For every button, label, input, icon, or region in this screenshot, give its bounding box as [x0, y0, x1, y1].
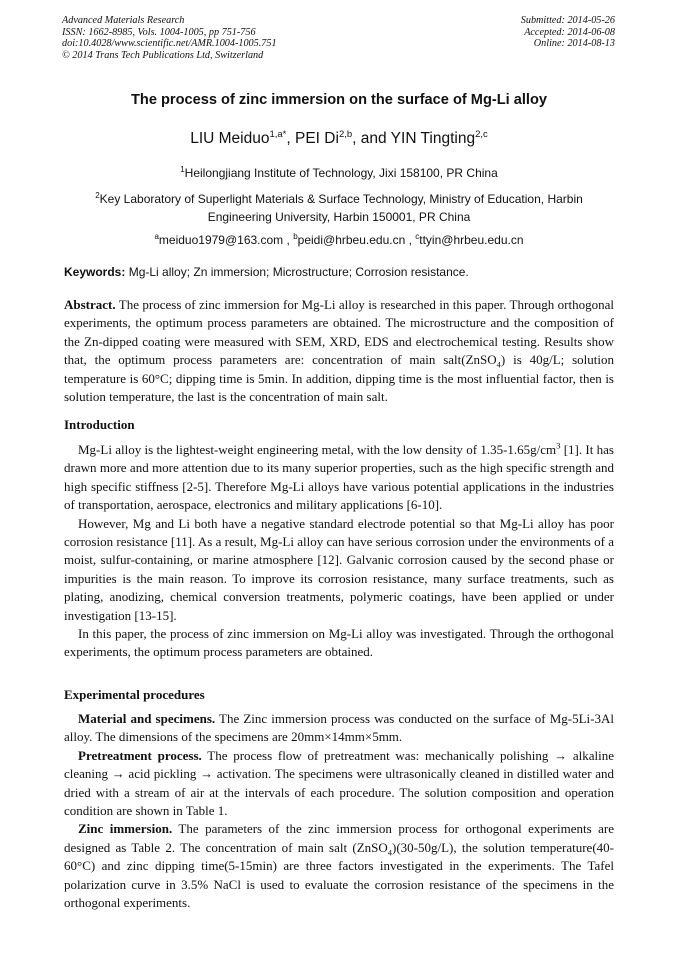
exp-paragraph-zinc	[64, 820, 614, 912]
journal-info	[62, 15, 277, 61]
author-3-affil: 2,c	[475, 128, 488, 140]
author-2: PEI Di	[295, 130, 339, 147]
author-separator: ,	[286, 130, 295, 147]
exp-paragraph-material	[64, 710, 614, 747]
intro-paragraph-1	[64, 441, 614, 515]
author-list	[40, 130, 638, 148]
affil-text: Key Laboratory of Superlight Materials & Surface Technology, Ministry of Education, Harbin	[99, 192, 583, 206]
email-marker: b	[293, 232, 298, 241]
keywords	[64, 265, 614, 279]
exp-text-cont: )(30-50g/L), the solution temperature(40-60°C) and zinc dipping time(5-15min) are three factors investigated in the experiments. The Tafel polarization curve in 3.5% NaCl is used to evaluate the corrosion resistance of the specimens in the orthogonal experiments.	[64, 839, 614, 911]
email-c: ttyin@hrbeu.edu.cn	[419, 233, 524, 247]
abstract	[64, 296, 614, 406]
author-1: LIU Meiduo	[190, 130, 270, 147]
intro-paragraph-3: In this paper, the process of zinc immersion on Mg-Li alloy was investigated. Through the orthogonal experiments, the optimum process parameters are obtained.	[64, 626, 614, 660]
intro-paragraph-2: However, Mg and Li both have a negative standard electrode potential so that Mg-Li alloy has poor corrosion resistance [11]. As a result, Mg-Li alloy can have serious corrosion under the environments of a moist, sulfur-containing, or marine atmosphere [12]. Galvanic corrosion caused by the second phase or impurities is the main reason. To improve its corrosion resistance, many surface treatments, such as plating, anodizing, chemical conversion treatments, polymeric coatings, have been applied or under investigation [13-15].	[64, 515, 614, 623]
submission-dates	[521, 15, 615, 50]
keywords-label: Keywords:	[64, 265, 126, 279]
abstract-text-cont: ) is 40g/L; solution temperature is 60°C; dipping time is 5min. In addition, dipping time is the most influential factor, then is solution temperature, the last is the concentration of main salt.	[64, 352, 614, 405]
email-marker: c	[415, 232, 420, 241]
email-separator: ,	[283, 233, 294, 247]
affil-marker: 1	[180, 165, 185, 174]
accepted-date: Accepted: 2014-06-08	[524, 26, 615, 38]
email-b: peidi@hrbeu.edu.cn	[297, 233, 406, 247]
author-3: YIN Tingting	[390, 130, 476, 147]
subsection-label: Zinc immersion.	[78, 821, 173, 837]
intro-text-cont: [1]. It has drawn more and more attention due to its many superior properties, such as the high specific strength and high specific stiffness [2-5]. Therefore Mg-Li alloys have various potential applications in the industries of transportation, aerospace, electronics and military applications [6-10].	[64, 442, 614, 513]
exp-text: The Zinc immersion process was conducted on the surface of Mg-5Li-3Al alloy. The dimensions of the specimens are 20mm×14mm×5mm.	[64, 711, 614, 745]
affil-marker: 2	[95, 191, 100, 200]
journal-name: Advanced Materials Research	[62, 15, 185, 26]
issn-line: ISSN: 1662-8985, Vols. 1004-1005, pp 751-756	[62, 26, 256, 38]
subscript: 4	[496, 359, 501, 370]
copyright-line: © 2014 Trans Tech Publications Ltd, Switzerland	[62, 49, 264, 61]
experimental-body	[64, 710, 614, 912]
submitted-date: Submitted: 2014-05-26	[520, 15, 615, 26]
subscript: 4	[387, 847, 393, 858]
author-emails	[60, 231, 618, 249]
intro-text: Mg-Li alloy is the lightest-weight engineering metal, with the low density of 1.35-1.65g/cm	[78, 442, 557, 457]
subsection-label: Material and specimens.	[78, 711, 216, 726]
introduction-body	[64, 441, 614, 662]
online-date: Online: 2014-08-13	[533, 38, 615, 49]
section-heading-introduction: Introduction	[64, 417, 135, 432]
affiliation-1	[60, 164, 618, 182]
subsection-label: Pretreatment process.	[78, 747, 202, 763]
email-marker: a	[154, 232, 159, 241]
doi-line: doi:10.4028/www.scientific.net/AMR.1004-1005.751	[62, 38, 277, 49]
author-separator: , and	[352, 130, 391, 147]
paper-title: The process of zinc immersion on the surface of Mg-Li alloy	[131, 92, 547, 108]
keywords-text: Mg-Li alloy; Zn immersion; Microstructure; Corrosion resistance.	[125, 265, 469, 279]
affil-text: Heilongjiang Institute of Technology, Jixi 158100, PR China	[184, 166, 498, 180]
email-a: meiduo1979@163.com	[158, 233, 284, 247]
exp-text: The parameters of the zinc immersion process for orthogonal experiments are designed as Table 2. The concentration of main salt (ZnSO	[64, 821, 614, 855]
abstract-text: The process of zinc immersion for Mg-Li alloy is researched in this paper. Through orthogonal experiments, the optimum process parameters are obtained. The microstructure and the composition of the Zn-dipped coating were measured with SEM, XRD, EDS and electrochemical testing. Results show that, the optimum process parameters are: concentration of main salt(ZnSO	[64, 297, 614, 368]
abstract-label: Abstract.	[64, 297, 116, 312]
superscript: 3	[556, 440, 561, 451]
affiliation-2	[60, 190, 618, 226]
author-1-affil: 1,a*	[269, 128, 287, 140]
exp-paragraph-pretreatment	[64, 747, 614, 821]
section-heading-experimental: Experimental procedures	[64, 687, 205, 702]
exp-text: The process flow of pretreatment was: mechanically polishing → alkaline cleaning → acid pickling → activation. The specimens were ultrasonically cleaned in distilled water and dried with a stream of air at the intervals of each procedure. The solution composition and operation condition are shown in Table 1.	[64, 747, 614, 819]
email-separator: ,	[405, 233, 416, 247]
author-2-affil: 2,b	[338, 128, 353, 140]
affil-text-line2: Engineering University, Harbin 150001, PR China	[207, 210, 471, 224]
